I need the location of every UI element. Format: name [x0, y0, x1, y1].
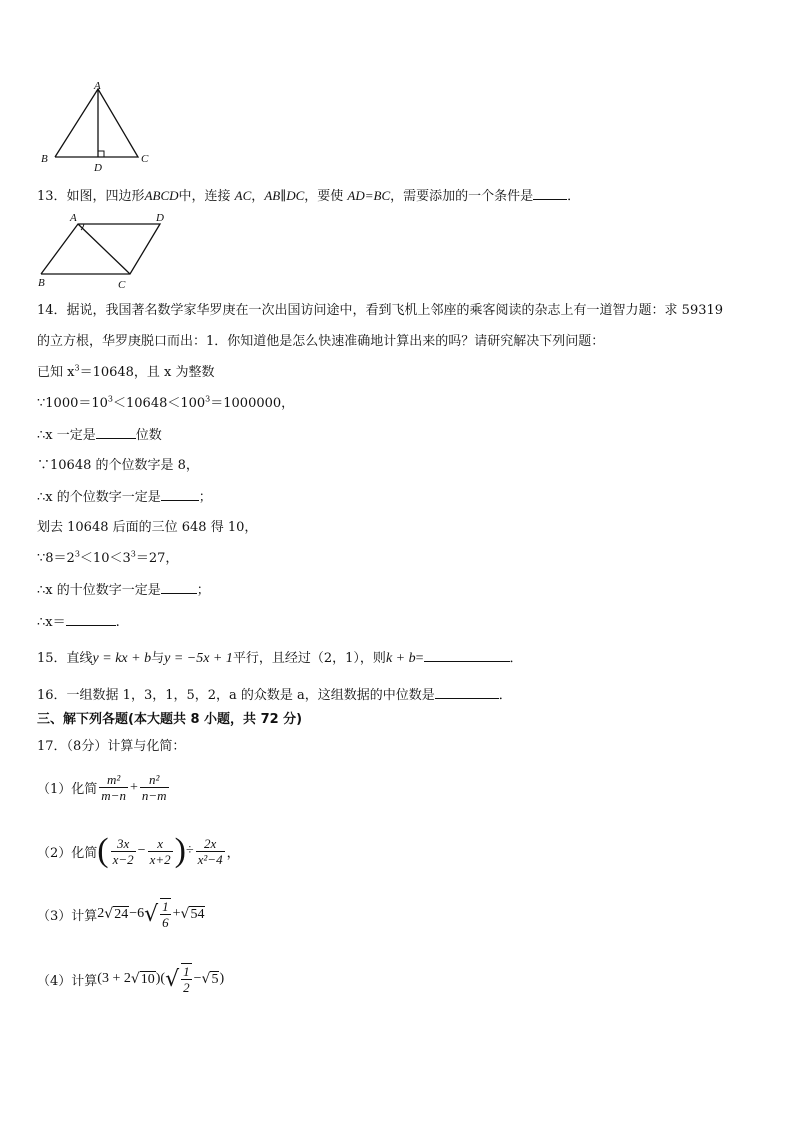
q15-line: 15．直线y = kx + b与y = −5x + 1平行，且经过（2，1），则k + b= ． [37, 651, 523, 666]
q17-part1: （1）化简 $\frac{\text{m²}}{m-n}$ + $\frac{\text{n²}}{n-m}$ [37, 772, 167, 803]
q17-part2: （2）化简 ( $\frac{3x}{x-2}$ − $\frac{x}{x+2}$ ) ÷ $\frac{2x}{\text{x²−4}}$ ， [37, 832, 240, 869]
fraction: $\frac{1}{2}$ [183, 964, 190, 995]
quad-outline [41, 224, 160, 274]
q14-line5: ∴x 一定是 位数 [37, 428, 162, 443]
q14-line10: ∴x 的十位数字一定是 ； [37, 583, 210, 598]
triangle-outline [55, 89, 138, 157]
diagonal-ac [78, 224, 130, 274]
q13-line: 13．如图，四边形ABCD中，连接 AC，AB∥DC，要使 AD=BC，需要添加的一个条件是 ． [37, 188, 581, 204]
q14-line4: $\because 1000=10^3<10648<100^3=1000000$， [37, 394, 295, 411]
answer-blank[interactable] [161, 581, 197, 594]
fraction: $\frac{x}{x+2}$ [149, 835, 171, 867]
right-angle-mark [98, 151, 104, 157]
triangle-figure [38, 80, 158, 176]
label-d: D [94, 162, 102, 174]
q14-line9: $\because 8=2^3<10<3^3=27$， [37, 549, 179, 566]
label-d: D [156, 212, 164, 224]
fraction: $\frac{\text{n²}}{n-m}$ [141, 772, 167, 803]
q14-line6: ∵10648 的个位数字是 8， [37, 458, 199, 473]
label-c: C [118, 279, 126, 290]
answer-blank[interactable] [161, 488, 199, 501]
label-c: C [141, 153, 149, 165]
q17-title: 17．（8分）计算与化简： [37, 739, 186, 754]
answer-blank[interactable] [66, 613, 116, 626]
q17-part3: （3）计算 2 √ 24 −6 √ $\frac{1}{6}$ + √ 54 [37, 899, 205, 930]
fraction: $\frac{3x}{x-2}$ [112, 835, 134, 867]
label-b: B [38, 277, 45, 289]
q14-line8: 划去 10648 后面的三位 648 得 10， [37, 520, 258, 535]
answer-blank[interactable] [96, 426, 136, 439]
q14-line7: ∴x 的个位数字一定是 ； [37, 490, 212, 505]
parallelogram-figure [36, 210, 166, 290]
q14-line1: 14．据说，我国著名数学家华罗庚在一次出国访问途中，看到飞机上邻座的乘客阅读的杂志上有一道智力题：求 59319 [37, 303, 724, 318]
q14-line3: 已知 $x^3=10648$，且 x 为整数 [37, 363, 215, 380]
q16-line: 16．一组数据 1，3，1，5，2，a 的众数是 a，这组数据的中位数是 ． [37, 688, 512, 703]
q14-line2: 的立方根，华罗庚脱口而出：1．你知道他是怎么快速准确地计算出来的吗？请研究解决下列问题： [37, 334, 605, 349]
answer-blank[interactable] [435, 686, 499, 699]
fraction: $\frac{\text{m²}}{m-n}$ [101, 772, 126, 803]
q17-part4: （4）计算 (3 + 2 √ 10 )( √ $\frac{1}{2}$ − √ 5 ) [37, 964, 225, 995]
label-a: A [94, 80, 101, 92]
q14-line11: ∴x＝ . [37, 615, 120, 630]
answer-blank[interactable] [533, 187, 567, 200]
section-3-title: 三、解下列各题(本大题共 8 小题，共 72 分) [37, 712, 303, 727]
fraction: $\frac{2x}{\text{x²−4}}$ [197, 835, 223, 867]
fraction: $\frac{1}{6}$ [162, 899, 169, 930]
answer-blank[interactable] [424, 649, 510, 662]
label-a: A [70, 212, 77, 224]
label-b: B [41, 153, 48, 165]
